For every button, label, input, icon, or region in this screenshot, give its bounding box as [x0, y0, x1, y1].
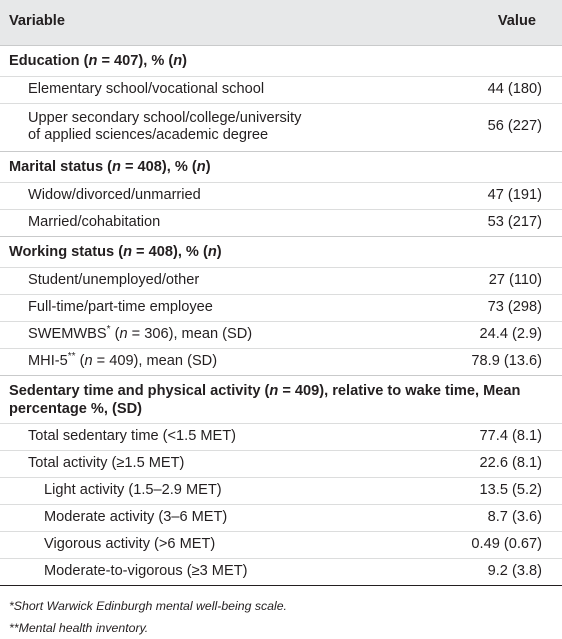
section-title — [0, 151, 562, 182]
section-title — [0, 375, 562, 423]
text-part: = 409), mean (SD) — [92, 352, 218, 369]
table-row — [0, 76, 562, 103]
text-part: = 306), mean (SD) — [127, 325, 253, 342]
italic-n: n — [84, 352, 93, 369]
text-part: = 407), % ( — [97, 53, 174, 70]
row-label: Full-time/part-time employee — [0, 294, 462, 321]
text-part: * — [106, 324, 111, 336]
table-row — [0, 558, 562, 585]
row-value: 27 (110) — [462, 267, 562, 294]
footnotes — [0, 585, 562, 639]
row-label: Elementary school/vocational school — [0, 76, 462, 103]
row-value: 73 (298) — [462, 294, 562, 321]
section-header-row — [0, 375, 562, 423]
row-value: 44 (180) — [462, 76, 562, 103]
row-label — [0, 348, 462, 375]
text-part: Working status ( — [9, 244, 124, 261]
table-header-row — [0, 0, 562, 45]
row-label: Total sedentary time (<1.5 MET) — [0, 423, 462, 450]
row-value: 9.2 (3.8) — [462, 558, 562, 585]
table-row — [0, 294, 562, 321]
row-label: Married/cohabitation — [0, 209, 462, 236]
row-label: Upper secondary school/college/university of applied sciences/academic degree — [0, 103, 462, 151]
text-part: = 409), relative to wake time, Mean percentage %, (SD) — [9, 383, 521, 417]
header-variable: Variable — [0, 0, 462, 45]
row-value: 53 (217) — [462, 209, 562, 236]
table-row — [0, 321, 562, 348]
section-header-row — [0, 236, 562, 267]
italic-n: n — [196, 159, 206, 176]
table-row — [0, 504, 562, 531]
text-part: SWEMWBS — [28, 325, 107, 342]
row-label: Moderate-to-vigorous (≥3 MET) — [0, 558, 462, 585]
row-label — [0, 321, 462, 348]
section-title — [0, 45, 562, 76]
section-header-row — [0, 151, 562, 182]
text-part: ( — [75, 352, 85, 369]
table-row — [0, 103, 562, 151]
table-row — [0, 182, 562, 209]
text-part: Education ( — [9, 53, 89, 70]
row-label: Moderate activity (3–6 MET) — [0, 504, 462, 531]
italic-n: n — [112, 159, 121, 176]
italic-n: n — [207, 244, 217, 261]
text-part: Marital status ( — [9, 159, 112, 176]
row-label: Total activity (≥1.5 MET) — [0, 450, 462, 477]
row-value: 8.7 (3.6) — [462, 504, 562, 531]
row-value: 24.4 (2.9) — [462, 321, 562, 348]
table-row — [0, 531, 562, 558]
header-value: Value — [462, 0, 562, 45]
row-label: Light activity (1.5–2.9 MET) — [0, 477, 462, 504]
table-body — [0, 45, 562, 585]
table-row — [0, 450, 562, 477]
row-value: 22.6 (8.1) — [462, 450, 562, 477]
text-part: ) — [216, 244, 222, 261]
italic-n: n — [173, 53, 183, 70]
section-title — [0, 236, 562, 267]
row-value: 77.4 (8.1) — [462, 423, 562, 450]
footnote-1: *Short Warwick Edinburgh mental well-being scale. — [9, 599, 287, 614]
table-row — [0, 267, 562, 294]
italic-n: n — [123, 244, 132, 261]
footnote-2: **Mental health inventory. — [9, 621, 149, 636]
text-part: ( — [110, 325, 120, 342]
table-row — [0, 209, 562, 236]
text-part: ** — [67, 351, 76, 363]
row-label: Vigorous activity (>6 MET) — [0, 531, 462, 558]
row-value: 13.5 (5.2) — [462, 477, 562, 504]
row-value: 47 (191) — [462, 182, 562, 209]
row-value: 78.9 (13.6) — [462, 348, 562, 375]
italic-n: n — [269, 383, 279, 399]
italic-n: n — [119, 325, 128, 342]
text-part: = 408), % ( — [120, 159, 197, 176]
row-value: 0.49 (0.67) — [462, 531, 562, 558]
text-part: ) — [205, 159, 211, 176]
text-part: MHI-5 — [28, 352, 68, 369]
section-header-row — [0, 45, 562, 76]
table-row — [0, 348, 562, 375]
italic-n: n — [88, 53, 98, 70]
text-part: ) — [182, 53, 188, 70]
text-part: = 408), % ( — [131, 244, 208, 261]
row-value: 56 (227) — [462, 103, 562, 151]
row-label: Student/unemployed/other — [0, 267, 462, 294]
row-label: Widow/divorced/unmarried — [0, 182, 462, 209]
table-row — [0, 477, 562, 504]
text-part: Sedentary time and physical activity ( — [9, 383, 270, 399]
table-row — [0, 423, 562, 450]
